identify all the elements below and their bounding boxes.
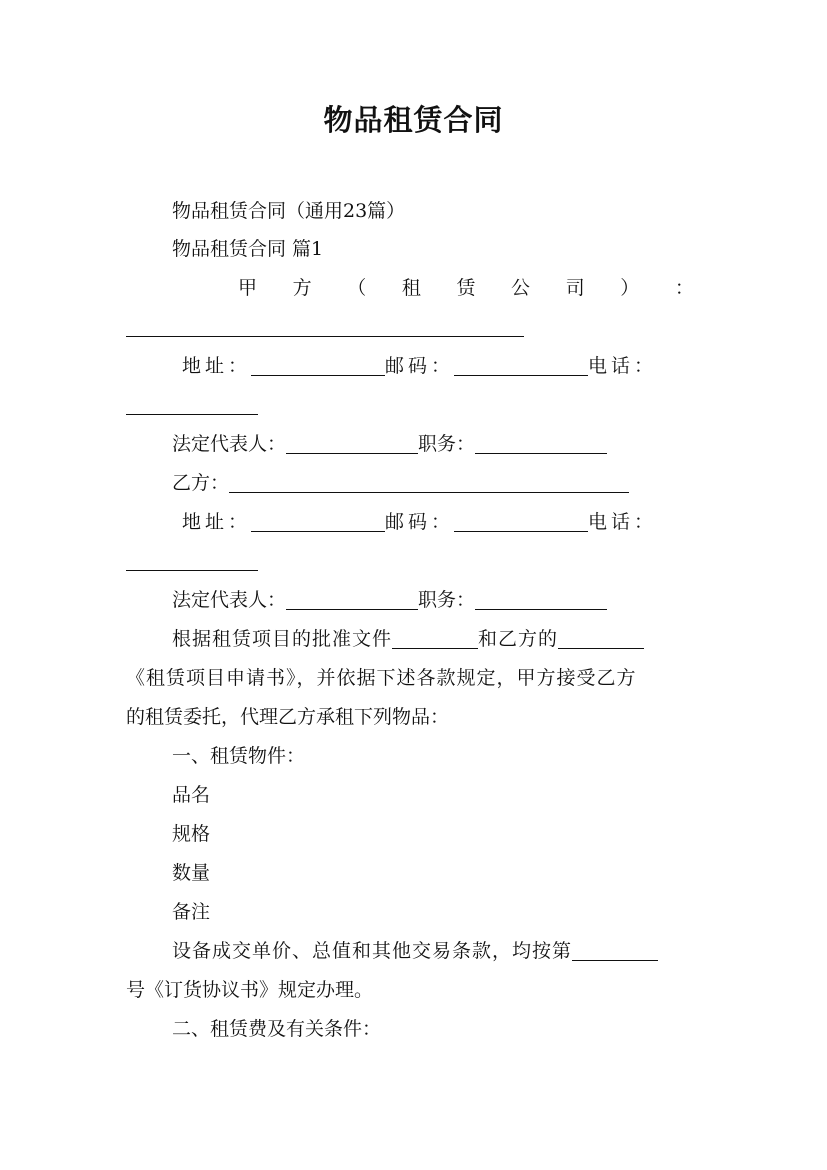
party-a-char: 赁 (456, 277, 476, 299)
section-heading: 物品租赁合同 篇1 (172, 238, 324, 260)
party-b-legal-rep-label: 法定代表人： (172, 589, 287, 611)
list-item: 备注 (172, 901, 211, 923)
blank-line (475, 587, 607, 610)
party-b-phone-label: 电话： (588, 511, 658, 533)
party-a-label (238, 273, 694, 303)
party-a-contact (182, 351, 694, 381)
party-a-position-label: 职务： (418, 433, 476, 455)
document-title: 物品租赁合同 (323, 103, 504, 137)
party-a-postcode-label: 邮码： (385, 355, 455, 377)
list-item: 规格 (172, 823, 211, 845)
party-b-contact (182, 507, 694, 537)
party-b-phone-blank (126, 546, 702, 576)
party-a-char: ） (620, 277, 640, 299)
party-a-char: ： (674, 277, 694, 299)
party-b-postcode-label: 邮码： (385, 511, 455, 533)
para1-text-a: 根据租赁项目的批准文件 (172, 628, 393, 650)
party-a-address-label: 地址： (182, 355, 252, 377)
party-a-name-blank (126, 312, 702, 342)
party-a-char: 公 (511, 277, 531, 299)
para1-line3: 的租赁委托，代理乙方承租下列物品： (126, 706, 450, 728)
clause1-heading: 一、租赁物件： (172, 745, 306, 767)
blank-line (392, 626, 478, 649)
blank-line (454, 353, 588, 376)
para2-text: 设备成交单价、总值和其他交易条款，均按第 (172, 940, 573, 962)
blank-line (126, 548, 258, 571)
party-a-char: （ (347, 277, 367, 299)
blank-line (558, 626, 644, 649)
para2-line2: 号《订货协议书》规定办理。 (126, 979, 374, 1001)
blank-line (286, 431, 418, 454)
blank-line (572, 938, 658, 961)
blank-line (229, 470, 629, 493)
blank-line (251, 509, 385, 532)
para1-text-b: 和乙方的 (478, 628, 559, 650)
party-a-char: 司 (565, 277, 585, 299)
blank-line (286, 587, 418, 610)
party-b-address-label: 地址： (182, 511, 252, 533)
party-b-name (172, 468, 702, 498)
party-a-phone-blank (126, 390, 702, 420)
party-a-char: 方 (292, 277, 312, 299)
blank-line (126, 392, 258, 415)
list-item: 数量 (172, 862, 211, 884)
party-a-legal-rep-label: 法定代表人： (172, 433, 287, 455)
party-a-rep (172, 429, 702, 459)
para1-line1 (172, 624, 702, 654)
para2-line1 (172, 936, 702, 966)
party-b-position-label: 职务： (418, 589, 476, 611)
party-a-char: 甲 (238, 277, 258, 299)
party-a-phone-label: 电话： (588, 355, 658, 377)
para1-line2: 《租赁项目申请书》，并依据下述各款规定，甲方接受乙方 (126, 667, 637, 689)
party-b-rep (172, 585, 702, 615)
party-b-label: 乙方： (172, 472, 230, 494)
blank-line (454, 509, 588, 532)
blank-line (126, 314, 524, 337)
party-a-char: 租 (401, 277, 421, 299)
list-item: 品名 (172, 784, 211, 806)
blank-line (475, 431, 607, 454)
clause2-heading: 二、租赁费及有关条件： (172, 1018, 382, 1040)
blank-line (251, 353, 385, 376)
subtitle: 物品租赁合同（通用23篇） (172, 200, 406, 222)
